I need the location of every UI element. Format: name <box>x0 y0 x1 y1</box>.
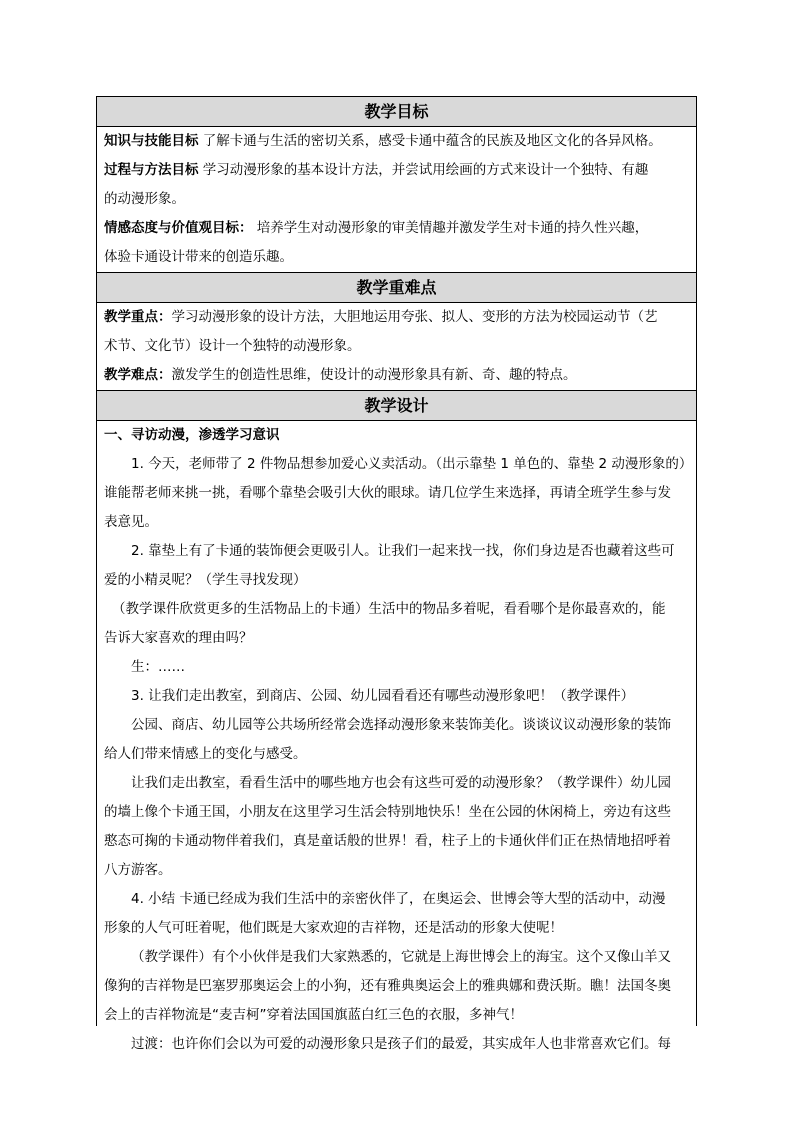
process-objective-cont: 的动漫形象。 <box>104 191 185 207</box>
objectives-content <box>97 127 696 272</box>
design-line: 表意见。 <box>104 514 158 530</box>
design-line: 4. 小结 卡通已经成为我们生活中的亲密伙伴了，在奥运会、世博会等大型的活动中，动漫 <box>131 891 666 907</box>
emotion-label: 情感态度与价值观目标： <box>104 220 253 236</box>
process-objective <box>104 156 689 185</box>
design-line: 1. 今天，老师带了 2 件物品想参加爱心义卖活动。（出示靠垫 1 单色的、靠垫 2 动漫形象的） <box>131 456 693 472</box>
focus-point <box>104 303 689 332</box>
design-line: 生：…… <box>131 659 185 675</box>
emotion-objective-cont: 体验卡通设计带来的创造乐趣。 <box>104 249 293 265</box>
process-label: 过程与方法目标 <box>104 162 199 178</box>
emotion-objective <box>104 214 689 243</box>
difficulty-point <box>104 361 689 390</box>
knowledge-label: 知识与技能目标 <box>104 133 199 149</box>
difficulty-text: 激发学生的创造性思维，使设计的动漫形象具有新、奇、趣的特点。 <box>171 367 577 383</box>
knowledge-text: 了解卡通与生活的密切关系，感受卡通中蕴含的民族及地区文化的各异风格。 <box>202 133 662 149</box>
design-heading: 一、寻访动漫，渗透学习意识 <box>104 427 280 443</box>
design-line: 的墙上像个卡通王国，小朋友在这里学习生活会特别地快乐！坐在公园的休闲椅上，旁边有这些 <box>104 804 671 820</box>
section-header-design: 教学设计 <box>97 390 696 421</box>
difficulty-label: 教学难点： <box>104 367 172 383</box>
design-line: 像狗的吉祥物是巴塞罗那奥运会上的小狗，还有雅典奥运会上的雅典娜和费沃斯。瞧！法国冬奥 <box>104 978 671 994</box>
knowledge-objective <box>104 127 689 156</box>
design-line: 会上的吉祥物流是“麦吉柯”穿着法国国旗蓝白红三色的衣服，多神气！ <box>104 1007 523 1023</box>
section-header-objectives: 教学目标 <box>97 97 696 127</box>
design-content <box>97 421 696 1059</box>
design-line: 3. 让我们走出教室，到商店、公园、幼儿园看看还有哪些动漫形象吧！（教学课件） <box>131 688 635 704</box>
lesson-plan-table <box>96 96 697 1052</box>
emotion-text-1: 培养学生对动漫形象的审美情趣并激发学生对卡通的持久性兴趣， <box>256 220 649 236</box>
design-line: 八方游客。 <box>104 862 172 878</box>
design-line: 告诉大家喜欢的理由吗？ <box>104 630 253 646</box>
design-line: 公园、商店、幼儿园等公共场所经常会选择动漫形象来装饰美化。谈谈议议动漫形象的装饰 <box>131 717 671 733</box>
design-line: 让我们走出教室，看看生活中的哪些地方也会有这些可爱的动漫形象？（教学课件）幼儿园 <box>131 775 671 791</box>
design-line: 过渡：也许你们会以为可爱的动漫形象只是孩子们的最爱，其实成年人也非常喜欢它们。每 <box>131 1036 671 1052</box>
process-text-1: 学习动漫形象的基本设计方法，并尝试用绘画的方式来设计一个独特、有趣 <box>202 162 649 178</box>
focus-point-cont: 术节、文化节）设计一个独特的动漫形象。 <box>104 338 361 354</box>
section-header-key-points: 教学重难点 <box>97 272 696 303</box>
design-line: 爱的小精灵呢？（学生寻找发现） <box>104 572 307 588</box>
design-line: 给人们带来情感上的变化与感受。 <box>104 746 307 762</box>
key-points-content <box>97 303 696 390</box>
design-line: 形象的人气可旺着呢，他们既是大家欢迎的吉祥物，还是活动的形象大使呢！ <box>104 920 563 936</box>
focus-text-1: 学习动漫形象的设计方法，大胆地运用夸张、拟人、变形的方法为校园运动节（艺 <box>171 309 658 325</box>
design-line: 憨态可掬的卡通动物伴着我们，真是童话般的世界！看，柱子上的卡通伙伴们正在热情地招呼着 <box>104 833 671 849</box>
design-line: （教学课件欣赏更多的生活物品上的卡通）生活中的物品多着呢，看看哪个是你最喜欢的，能 <box>112 601 666 617</box>
focus-label: 教学重点： <box>104 309 172 325</box>
design-line: 2. 靠垫上有了卡通的装饰便会更吸引人。让我们一起来找一找，你们身边是否也藏着这些可 <box>131 543 675 559</box>
design-line: 谁能帮老师来挑一挑，看哪个靠垫会吸引大伙的眼球。请几位学生来选择，再请全班学生参与发 <box>104 485 671 501</box>
design-line: （教学课件）有个小伙伴是我们大家熟悉的，它就是上海世博会上的海宝。这个又像山羊又 <box>131 949 671 965</box>
